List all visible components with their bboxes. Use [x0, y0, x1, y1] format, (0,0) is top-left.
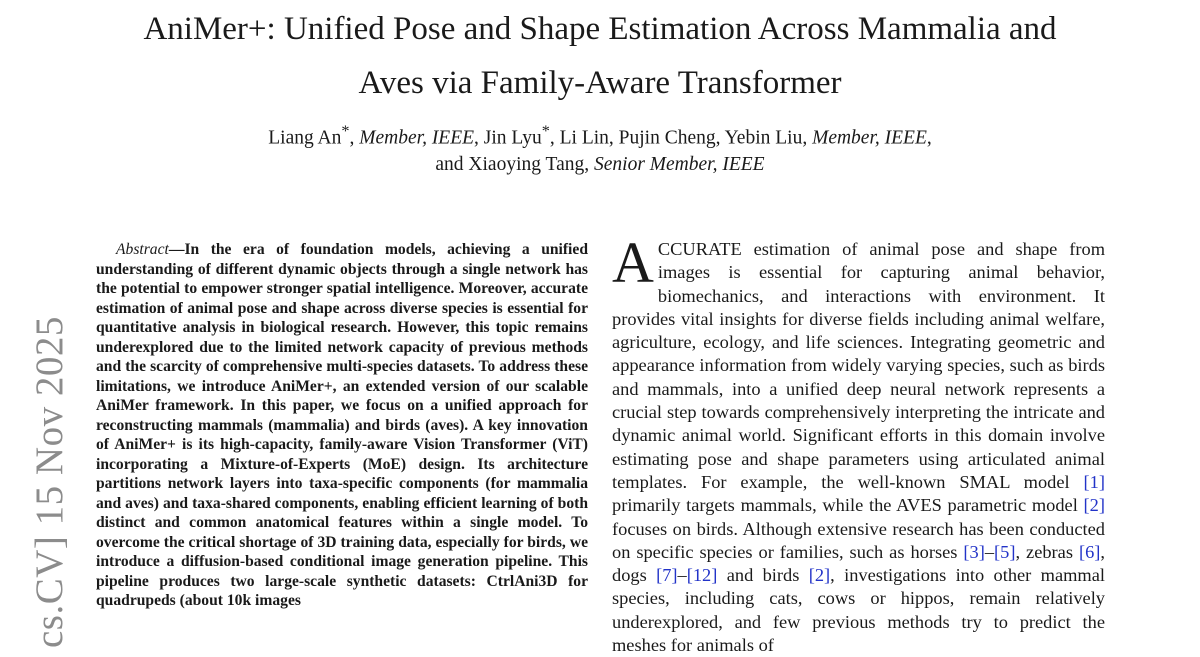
intro-text: , investigations into other mammal species, including cats, cows or hippos, remain relatively underexplored, and few previous methods try to predict the meshes for animals of [612, 565, 1105, 656]
abstract-paragraph [96, 240, 588, 611]
author-list [100, 118, 1100, 178]
drop-cap: A [612, 230, 654, 295]
intro-text: – [677, 565, 687, 586]
intro-text: – [984, 541, 995, 562]
abstract-label: Abstract [116, 241, 169, 258]
abstract-text: —In the era of foundation models, achieving a unified understanding of different dynamic objects through a single network has the potential to empower stronger spatial intelligence. Moreover, accurate estimation of animal pose and shape across diverse species is essential for quantitative analysis in biological research. However, this topic remains underexplored due to the limited network capacity of previous methods and the scarcity of comprehensive multi-species datasets. To address these limitations, we introduce AniMer+, an extended version of our scalable AniMer framework. In this paper, we focus on a unified approach for reconstructing mammals (mammalia) and birds (aves). A key innovation of AniMer+ is its high-capacity, family-aware Vision Transformer (ViT) incorporating a Mixture-of-Experts (MoE) design. Its architecture partitions network layers into taxa-specific components (for mammalia and aves) and taxa-shared components, enabling efficient learning of both distinct and common anatomical features within a single model. To overcome the critical shortage of 3D training data, especially for birds, we introduce a diffusion-based conditional image generation pipeline. This pipeline produces two large-scale synthetic datasets: CtrlAni3D for quadrupeds (about 10k images [96, 241, 588, 609]
intro-text: and birds [717, 565, 809, 586]
intro-text: focuses on birds. Although extensive research has been conducted on specific species or families, such as horses [612, 518, 1105, 562]
title-line-1: AniMer+: Unified Pose and Shape Estimation Across Mammalia and [143, 11, 1057, 47]
author-5-role: Member, IEEE [812, 127, 927, 149]
equal-contribution-mark: * [541, 122, 550, 140]
citation-link[interactable]: [2] [1083, 495, 1105, 516]
citation-link[interactable]: [1] [1083, 471, 1105, 492]
author-6-role: Senior Member, IEEE [594, 153, 765, 175]
author-sep: , [349, 127, 360, 149]
author-6-name: and Xiaoying Tang, [435, 153, 594, 175]
title-line-2: Aves via Family-Aware Transformer [358, 65, 842, 101]
citation-link[interactable]: [3] [963, 541, 985, 562]
paper-title [60, 2, 1140, 110]
intro-text: , dogs [612, 541, 1106, 586]
intro-text: , zebras [1015, 541, 1079, 562]
introduction-paragraph [612, 230, 1106, 657]
author-2-name: , Jin Lyu [474, 127, 542, 149]
author-list-middle: , Li Lin, Pujin Cheng, Yebin Liu, [549, 127, 813, 149]
arxiv-side-stamp: cs.CV] 15 Nov 2025 [28, 316, 71, 648]
citation-link[interactable]: [2] [808, 565, 831, 586]
intro-text: primarily targets mammals, while the AVES parametric model [612, 495, 1084, 516]
author-1-name: Liang An [268, 127, 342, 149]
author-1-role: Member, IEEE [359, 127, 475, 149]
author-sep: , [926, 127, 932, 149]
citation-link[interactable]: [7] [656, 565, 678, 586]
intro-text: CCURATE estimation of animal pose and shape from images is essential for capturing animal behavior, biomechanics, and interactions with environment. It provides vital insights for diverse fields including animal welfare, agriculture, ecology, and life sciences. Integrating geometric and appearance information from widely varying species, such as birds and mammals, into a unified deep neural network represents a crucial step towards comprehensively interpreting the intricate and dynamic animal world. Significant efforts in this domain involve estimating pose and shape parameters using articulated animal templates. For example, the well-known SMAL model [612, 239, 1105, 492]
citation-link[interactable]: [6] [1078, 541, 1101, 562]
equal-contribution-mark: * [341, 122, 350, 140]
citation-link[interactable]: [12] [686, 565, 718, 586]
citation-link[interactable]: [5] [994, 541, 1016, 562]
